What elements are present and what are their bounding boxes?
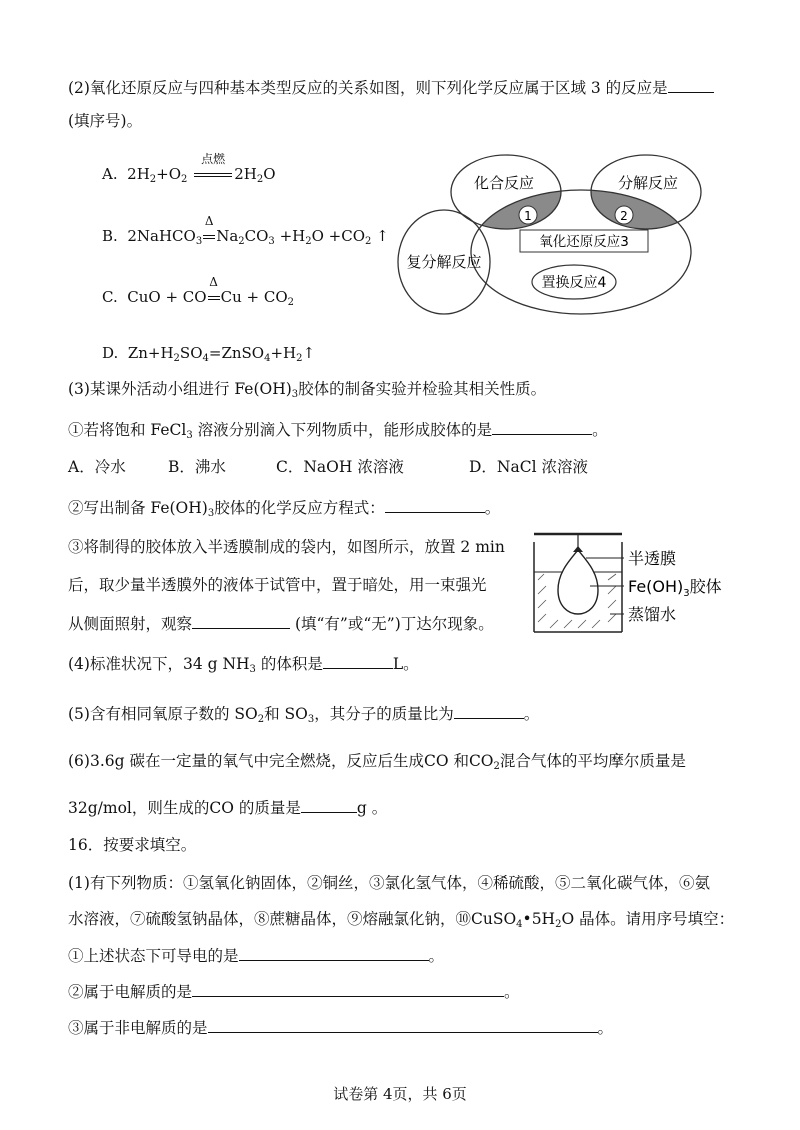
q3-sub3-text-1: ③将制得的胶体放入半透膜制成的袋内，如图所示，放置 2 min (68, 538, 505, 556)
q6-blank[interactable] (301, 796, 357, 813)
option-a-rhs2: O (263, 165, 276, 183)
q6-text-2: 混合气体的平均摩尔质量是 (499, 752, 686, 770)
q3-sub3-line1 (68, 536, 505, 558)
q3-stem: (3)某课外活动小组进行 $Fe(OH)_3$胶体的制备实验并检验其相关性质。 (68, 380, 547, 400)
q16-text-2: 水溶液，⑦硫酸氢钠晶体，⑧蔗糖晶体，⑨熔融氯化钠，⑩CuSO (68, 910, 517, 928)
q3-sub1-text-2: 溶液分别滴入下列物质中，能形成胶体的是 (197, 421, 493, 439)
q5-text-3: ，其分子的质量比为 (314, 705, 454, 723)
option-a-lhs: 2H (127, 165, 150, 183)
q6-text: (6)3.6g 碳在一定量的氧气中完全燃烧，反应后生成CO 和CO (68, 752, 494, 770)
region-2-label: 2 (620, 209, 628, 223)
condition-heat (207, 275, 221, 308)
period: 。 (504, 983, 520, 1001)
q4-unit: L。 (392, 655, 419, 673)
decomposition-label: 分解反应 (617, 174, 679, 192)
q16-title (68, 834, 196, 856)
q2-stem-line2 (68, 110, 142, 132)
bag-tie (573, 546, 583, 552)
option-letter: B. (102, 227, 118, 245)
q16-sub1-text: ①上述状态下可导电的是 (68, 947, 239, 965)
option-letter: D. (102, 344, 119, 362)
q4-blank[interactable] (323, 652, 393, 669)
condition-ignite (192, 152, 234, 185)
condition-text: 点燃 (201, 152, 226, 166)
option-a-rhs: 2H (234, 165, 257, 183)
q3-sub2: ②写出制备 $Fe(OH)_3$胶体的化学反应方程式： 。 (68, 496, 500, 525)
q16-sub1 (68, 944, 444, 967)
q3-sub2-blank[interactable] (385, 496, 485, 513)
period: 。 (428, 947, 445, 965)
q3-stem-text-2: 胶体的制备实验并检验其相关性质。 (298, 380, 547, 398)
condition-text: Δ (209, 275, 218, 289)
q16-text-3: •5H (522, 910, 556, 928)
q4-text-2: 的体积是 (260, 655, 323, 673)
q3-sub2-text: ②写出制备 Fe(OH) (68, 499, 208, 517)
redox-label: 氧化还原反应3 (539, 234, 629, 250)
q16-text-4: O 晶体。请用序号填空： (561, 910, 735, 928)
membrane-label: 半透膜 (628, 549, 677, 568)
period: 。 (592, 421, 608, 439)
q16-sub3-blank[interactable] (208, 1016, 598, 1033)
gas-arrow: ↑ (302, 344, 316, 362)
combination-label: 化合反应 (473, 174, 535, 192)
option-b-t2: Na (216, 227, 239, 245)
q2-option-b: B. 2NaHCO$_3$ Δ $Na_2CO_3 +H_2O +CO_2$ ↑ (102, 225, 389, 253)
region-1-label: 1 (524, 209, 532, 223)
gas-arrow: ↑ (376, 227, 389, 245)
colloid-label-2: 胶体 (689, 577, 722, 596)
option-c-t2: Cu + CO (220, 288, 288, 306)
colloid-label-1: Fe(OH) (628, 577, 684, 596)
q3-choice-b: B．沸水 (168, 458, 226, 476)
option-letter: A. (102, 165, 118, 183)
option-b-t5: O +CO (311, 227, 366, 245)
q16-sub2-text: ②属于电解质的是 (68, 983, 193, 1001)
q3-choice-c: C．NaOH 浓溶液 (276, 458, 404, 476)
option-d-t1: Zn+H (127, 344, 174, 362)
condition-text: Δ (204, 214, 214, 228)
q3-sub3-blank[interactable] (192, 612, 290, 629)
option-c-t1: CuO + CO (127, 288, 207, 306)
page-footer: 试卷第 4页，共 6页 (333, 1085, 467, 1103)
q2-option-c: C. CuO + CO Δ $Cu + CO_2$ (102, 286, 294, 314)
q3-sub3-text-3: 从侧面照射，观察 (68, 615, 193, 633)
q5-text: (5)含有相同氧原子数的 SO (68, 705, 258, 723)
period: 。 (523, 705, 540, 723)
period: 。 (597, 1019, 614, 1037)
option-letter: C. (102, 288, 118, 306)
q16-sub3 (68, 1016, 613, 1039)
q3-sub2-text-2: 胶体的化学反应方程式： (214, 499, 385, 517)
q16-sub2 (68, 980, 520, 1003)
condition-heat (202, 214, 216, 247)
period: 。 (484, 499, 501, 517)
q16-line2: 水溶液，⑦硫酸氢钠晶体，⑧蔗糖晶体，⑨熔融氯化钠，$⑩CuSO_4•5H_2O$ 晶体。请用序号填空： (68, 910, 735, 930)
q16-title-text: 16．按要求填空。 (68, 836, 197, 854)
option-d-t4: +H (270, 344, 297, 362)
membrane-bag (558, 550, 598, 614)
q4: (4)标准状况下，34 g $NH_3$ 的体积是 L。 (68, 652, 419, 681)
q6-text-3: 32g/mol，则生成的CO 的质量是 (68, 799, 301, 817)
q16-sub2-blank[interactable] (192, 980, 504, 997)
q3-sub1-text: ①若将饱和 FeCl (68, 421, 187, 439)
q5-text-2: 和 SO (264, 705, 308, 723)
q6-unit: g 。 (356, 799, 388, 817)
double-displacement-label: 复分解反应 (406, 253, 482, 271)
option-b-t4: +H (274, 227, 306, 245)
water-label: 蒸馏水 (628, 605, 677, 624)
q3-sub1-blank[interactable] (492, 418, 592, 435)
q2-stem-text-2: (填序号)。 (68, 112, 143, 130)
q16-line1 (68, 872, 710, 894)
q6-line2 (68, 796, 387, 819)
q2-answer-blank[interactable] (668, 76, 714, 93)
q3-sub3-text-4: (填“有”或“无”)丁达尔现象。 (294, 615, 494, 633)
displacement-label: 置换反应4 (541, 275, 607, 291)
q3-sub1: ①若将饱和 FeCl$_3$ 溶液分别滴入下列物质中，能形成胶体的是 。 (68, 418, 608, 447)
q3-choice-d: D．NaCl 浓溶液 (469, 458, 588, 476)
q5: (5)含有相同氧原子数的 $SO_2$和 $SO_3$，其分子的质量比为 。 (68, 702, 539, 731)
dialysis-figure (520, 528, 730, 640)
q3-sub3-line2 (68, 574, 487, 596)
q5-blank[interactable] (454, 702, 524, 719)
option-d-t2: SO (179, 344, 203, 362)
option-a-lhs2: +O (156, 165, 182, 183)
q6-line1: (6)3.6g 碳在一定量的氧气中完全燃烧，反应后生成CO 和$CO_2$混合气体的平均摩尔质量是 (68, 752, 686, 772)
q2-stem-line1 (68, 76, 714, 99)
q2-stem-text: (2)氧化还原反应与四种基本类型反应的关系如图，则下列化学反应属于区域 3 的反应是 (68, 79, 668, 97)
q2-option-d: D. $Zn+H_2SO_4=ZnSO_4+H_2↑$ (102, 344, 316, 364)
q16-sub1-blank[interactable] (239, 944, 429, 961)
q3-choice-a: A．冷水 (68, 458, 126, 476)
q2-option-a: A. $2H_2+O_2$ 点燃 $2H_2O$ (102, 163, 276, 191)
option-b-t3: CO (244, 227, 269, 245)
q3-sub3-text-2: 后，取少量半透膜外的液体于试管中，置于暗处，用一束强光 (68, 576, 487, 594)
q16-sub3-text: ③属于非电解质的是 (68, 1019, 208, 1037)
reaction-relation-diagram (396, 150, 736, 320)
q4-text: (4)标准状况下，34 g NH (68, 655, 250, 673)
q3-choices (68, 456, 588, 478)
q3-sub3-line3 (68, 612, 494, 635)
q3-stem-text: (3)某课外活动小组进行 Fe(OH) (68, 380, 292, 398)
option-d-t3: =ZnSO (208, 344, 265, 362)
colloid-label: $Fe(OH)_3$胶体 (628, 577, 722, 599)
option-b-t1: 2NaHCO (127, 227, 196, 245)
q16-text-1: (1)有下列物质：①氢氧化钠固体，②铜丝，③氯化氢气体，④稀硫酸，⑤二氧化碳气体，⑥氨 (68, 874, 710, 892)
